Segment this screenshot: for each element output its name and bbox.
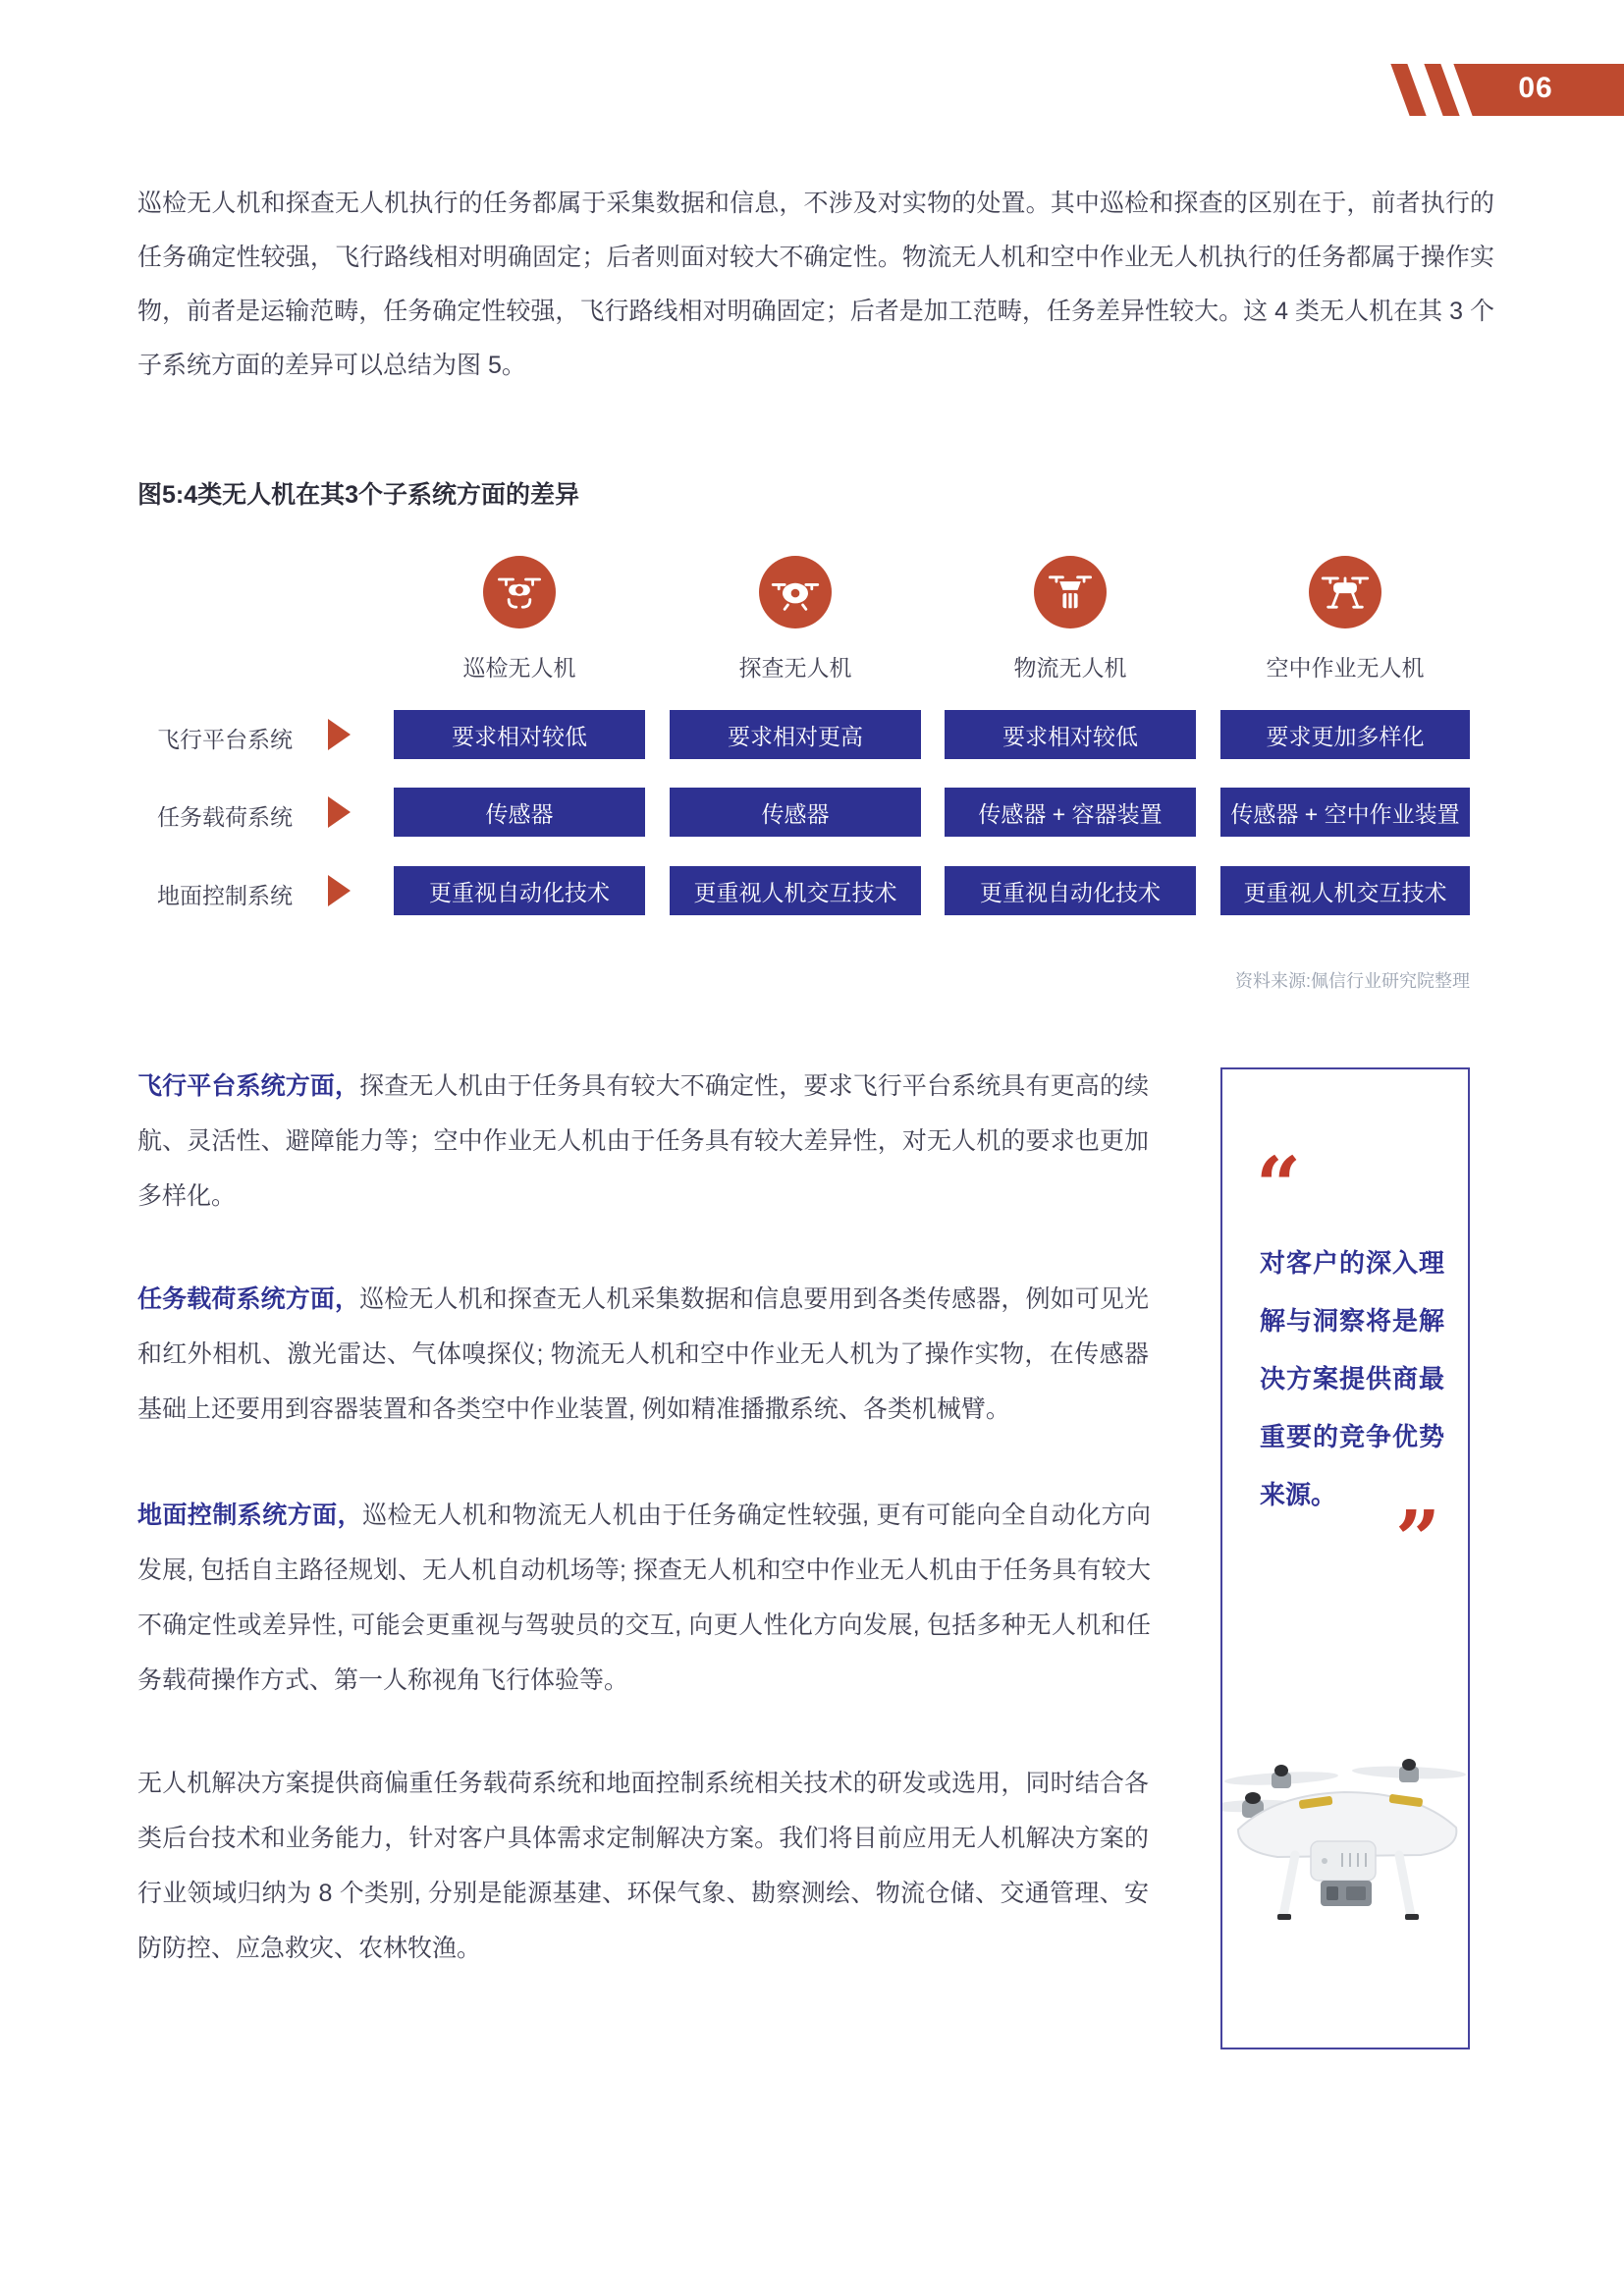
paragraph-lead: 任务载荷系统方面， <box>137 1285 360 1313</box>
column-label: 空中作业无人机 <box>1266 655 1425 681</box>
table-cell: 更重视自动化技术 <box>945 866 1196 915</box>
figure-column-header <box>1220 556 1470 683</box>
paragraph-text: 无人机解决方案提供商偏重任务载荷系统和地面控制系统相关技术的研发或选用，同时结合各类后台技术和业务能力，针对客户具体需求定制解决方案。我们将目前应用无人机解决方案的行业领域归纳为 8 个类别, 分别是能源基建、环保气象、勘察测绘、物流仓储、交通管理、安防防控、应急救灾、农林牧渔。 <box>137 1770 1149 1962</box>
inspection-drone-icon <box>483 556 556 628</box>
quote-text: 对客户的深入理解与洞察将是解决方案提供商最重要的竞争优势来源。 <box>1260 1248 1444 1509</box>
column-label: 物流无人机 <box>1013 655 1127 681</box>
paragraph-payload <box>137 1272 1149 1437</box>
paragraph-lead: 地面控制系统方面， <box>137 1502 363 1529</box>
logistics-drone-icon <box>1034 556 1107 628</box>
table-cell: 要求相对更高 <box>670 710 921 759</box>
row-label: 任务载荷系统 <box>157 804 293 830</box>
table-cell: 要求更加多样化 <box>1220 710 1470 759</box>
table-cell: 更重视自动化技术 <box>394 866 645 915</box>
paragraph-text: 巡检无人机和探查无人机采集数据和信息要用到各类传感器，例如可见光和红外相机、激光雷达、气体嗅探仪; 物流无人机和空中作业无人机为了操作实物，在传感器基础上还要用到容器装置和各类空中作业装置, 例如精准播撒系统、各类机械臂。 <box>137 1285 1149 1423</box>
table-cell: 传感器 <box>670 788 921 837</box>
paragraph-ground-control <box>137 1488 1151 1708</box>
intro-paragraph: 巡检无人机和探查无人机执行的任务都属于采集数据和信息，不涉及对实物的处置。其中巡检和探查的区别在于，前者执行的任务确定性较强，飞行路线相对明确固定；后者则面对较大不确定性。物流无人机和空中作业无人机执行的任务都属于操作实物，前者是运输范畴，任务确定性较强，飞行路线相对明确固定；后者是加工范畴，任务差异性较大。这 4 类无人机在其 3 个子系统方面的差异可以总结为图 5。 <box>137 190 1494 379</box>
right-triangle-arrow-icon <box>328 875 351 906</box>
paragraph-lead: 飞行平台系统方面， <box>137 1072 360 1100</box>
close-quote-icon: ” <box>1394 1493 1440 1585</box>
table-cell: 传感器 + 空中作业装置 <box>1220 788 1470 837</box>
row-label: 飞行平台系统 <box>157 727 293 752</box>
quadcopter-drone-photo <box>1220 1733 1470 1939</box>
column-label: 巡检无人机 <box>462 655 576 681</box>
column-label: 探查无人机 <box>738 655 852 681</box>
figure-column-header <box>670 556 921 683</box>
figure-source: 资料来源:佩信行业研究院整理 <box>1235 971 1470 991</box>
table-cell: 要求相对较低 <box>945 710 1196 759</box>
badge-slash-icon <box>1424 64 1459 116</box>
right-triangle-arrow-icon <box>328 796 351 828</box>
table-cell: 更重视人机交互技术 <box>1220 866 1470 915</box>
paragraph-flight-platform <box>137 1059 1149 1224</box>
paragraph-text: 探查无人机由于任务具有较大不确定性，要求飞行平台系统具有更高的续航、灵活性、避障能力等；空中作业无人机由于任务具有较大差异性，对无人机的要求也更加多样化。 <box>137 1072 1149 1210</box>
aerial-work-drone-icon <box>1309 556 1381 628</box>
table-cell: 传感器 <box>394 788 645 837</box>
right-triangle-arrow-icon <box>328 719 351 750</box>
figure-column-header <box>394 556 645 683</box>
paragraph-solution-provider <box>137 1756 1149 1976</box>
paragraph-text: 巡检无人机和物流无人机由于任务确定性较强, 更有可能向全自动化方向发展, 包括自主路径规划、无人机自动机场等; 探查无人机和空中作业无人机由于任务具有较大不确定性或差异性, 可能会更重视与驾驶员的交互, 向更人性化方向发展, 包括多种无人机和任务载荷操作方式、第一人称视角飞行体验等。 <box>137 1502 1151 1694</box>
open-quote-icon: “ <box>1256 1139 1302 1231</box>
page-number-badge <box>1379 64 1624 116</box>
table-cell: 要求相对较低 <box>394 710 645 759</box>
page-number: 06 <box>1518 72 1553 104</box>
table-cell: 更重视人机交互技术 <box>670 866 921 915</box>
quote-sidebar <box>1220 1067 1470 2049</box>
row-label: 地面控制系统 <box>157 883 293 908</box>
figure-column-header <box>945 556 1196 683</box>
table-cell: 传感器 + 容器装置 <box>945 788 1196 837</box>
figure-title: 图5:4类无人机在其3个子系统方面的差异 <box>137 481 580 509</box>
survey-drone-icon <box>759 556 832 628</box>
badge-slash-icon <box>1390 64 1426 116</box>
